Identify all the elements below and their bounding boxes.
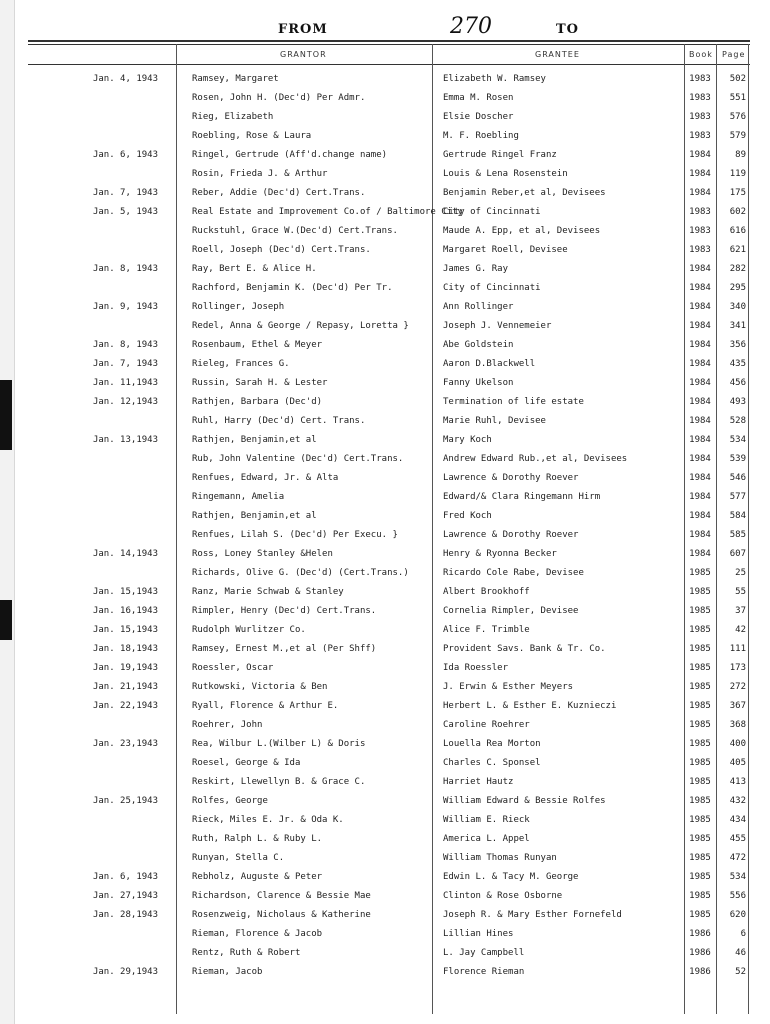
entry-date: Jan. 18,1943	[92, 644, 158, 654]
entry-grantor: Rathjen, Benjamin,et al	[192, 435, 317, 445]
entry-book: 1983	[689, 112, 711, 122]
entry-date: Jan. 12,1943	[92, 397, 158, 407]
entry-grantee: America L. Appel	[443, 834, 530, 844]
entry-grantor: Roebling, Rose & Laura	[192, 131, 312, 141]
entry-grantor: Reber, Addie (Dec'd) Cert.Trans.	[192, 188, 366, 198]
entry-page: 455	[729, 834, 746, 844]
entry-page: 367	[729, 701, 746, 711]
ledger-row	[0, 127, 770, 146]
entry-page: 502	[729, 74, 746, 84]
entry-book: 1984	[689, 359, 711, 369]
entry-grantor: Ruhl, Harry (Dec'd) Cert. Trans.	[192, 416, 366, 426]
entry-date: Jan. 23,1943	[92, 739, 158, 749]
entry-page: 37	[735, 606, 746, 616]
entry-date: Jan. 29,1943	[92, 967, 158, 977]
ledger-row	[0, 564, 770, 583]
entry-date: Jan. 4, 1943	[92, 74, 158, 84]
entry-date: Jan. 9, 1943	[92, 302, 158, 312]
ledger-row	[0, 602, 770, 621]
entry-page: 584	[729, 511, 746, 521]
entry-grantor: Rachford, Benjamin K. (Dec'd) Per Tr.	[192, 283, 393, 293]
entry-date: Jan. 14,1943	[92, 549, 158, 559]
entry-grantor: Roessler, Oscar	[192, 663, 274, 673]
entry-grantee: Alice F. Trimble	[443, 625, 530, 635]
ledger-row	[0, 944, 770, 963]
entry-book: 1985	[689, 796, 711, 806]
entry-book: 1983	[689, 93, 711, 103]
ledger-row	[0, 811, 770, 830]
entry-page: 55	[735, 587, 746, 597]
entry-grantee: Andrew Edward Rub.,et al, Devisees	[443, 454, 628, 464]
grantor-column-header: GRANTOR	[280, 50, 327, 59]
entry-page: 534	[729, 872, 746, 882]
entry-grantee: Florence Rieman	[443, 967, 525, 977]
entry-book: 1985	[689, 853, 711, 863]
ledger-row	[0, 298, 770, 317]
entry-date: Jan. 28,1943	[92, 910, 158, 920]
entry-page: 577	[729, 492, 746, 502]
entry-grantor: Rimpler, Henry (Dec'd) Cert.Trans.	[192, 606, 377, 616]
ledger-row	[0, 89, 770, 108]
entry-page: 89	[735, 150, 746, 160]
ledger-row	[0, 412, 770, 431]
entry-book: 1984	[689, 378, 711, 388]
ledger-row	[0, 849, 770, 868]
ledger-row	[0, 469, 770, 488]
entry-book: 1985	[689, 568, 711, 578]
entry-book: 1984	[689, 340, 711, 350]
ledger-row	[0, 222, 770, 241]
entry-book: 1984	[689, 473, 711, 483]
entry-grantor: Redel, Anna & George / Repasy, Loretta }	[192, 321, 409, 331]
ledger-row	[0, 621, 770, 640]
entry-page: 546	[729, 473, 746, 483]
entry-grantee: M. F. Roebling	[443, 131, 519, 141]
entry-grantee: Maude A. Epp, et al, Devisees	[443, 226, 601, 236]
header-rule-top	[28, 40, 750, 42]
entry-page: 607	[729, 549, 746, 559]
book-column-header: Book	[689, 50, 713, 59]
entry-grantor: Rebholz, Auguste & Peter	[192, 872, 323, 882]
entry-grantee: William Thomas Runyan	[443, 853, 557, 863]
entry-book: 1984	[689, 492, 711, 502]
ledger-row	[0, 583, 770, 602]
entry-grantor: Rieman, Jacob	[192, 967, 263, 977]
entry-grantor: Rathjen, Benjamin,et al	[192, 511, 317, 521]
entry-page: 272	[729, 682, 746, 692]
entry-page: 539	[729, 454, 746, 464]
entry-date: Jan. 21,1943	[92, 682, 158, 692]
entry-page: 42	[735, 625, 746, 635]
entry-grantee: William E. Rieck	[443, 815, 530, 825]
entry-date: Jan. 27,1943	[92, 891, 158, 901]
entry-book: 1984	[689, 530, 711, 540]
entry-page: 472	[729, 853, 746, 863]
entry-grantor: Richardson, Clarence & Bessie Mae	[192, 891, 371, 901]
entry-date: Jan. 5, 1943	[92, 207, 158, 217]
entry-page: 341	[729, 321, 746, 331]
header-page-number: 270	[450, 14, 492, 39]
entry-book: 1984	[689, 454, 711, 464]
entry-book: 1984	[689, 549, 711, 559]
entry-page: 6	[740, 929, 746, 939]
entry-grantee: Clinton & Rose Osborne	[443, 891, 563, 901]
entry-grantee: Gertrude Ringel Franz	[443, 150, 557, 160]
entry-grantee: Termination of life estate	[443, 397, 584, 407]
entry-grantor: Rosenbaum, Ethel & Meyer	[192, 340, 323, 350]
entry-grantor: Rutkowski, Victoria & Ben	[192, 682, 328, 692]
entry-page: 579	[729, 131, 746, 141]
entry-grantee: Joseph R. & Mary Esther Fornefeld	[443, 910, 622, 920]
entry-date: Jan. 6, 1943	[92, 150, 158, 160]
entry-grantee: L. Jay Campbell	[443, 948, 525, 958]
ledger-row	[0, 260, 770, 279]
entry-date: Jan. 8, 1943	[92, 264, 158, 274]
entry-page: 576	[729, 112, 746, 122]
ledger-row	[0, 70, 770, 89]
entry-page: 432	[729, 796, 746, 806]
entry-grantee: Ida Roessler	[443, 663, 509, 673]
ledger-row	[0, 431, 770, 450]
entry-grantor: Reskirt, Llewellyn B. & Grace C.	[192, 777, 366, 787]
entry-grantee: Lillian Hines	[443, 929, 514, 939]
entry-book: 1985	[689, 872, 711, 882]
ledger-row	[0, 488, 770, 507]
entry-page: 173	[729, 663, 746, 673]
header-from: FROM	[278, 22, 328, 37]
entry-grantor: Rieck, Miles E. Jr. & Oda K.	[192, 815, 344, 825]
entry-grantee: Benjamin Reber,et al, Devisees	[443, 188, 606, 198]
entry-grantor: Ray, Bert E. & Alice H.	[192, 264, 317, 274]
entry-page: 405	[729, 758, 746, 768]
entry-book: 1985	[689, 739, 711, 749]
entry-grantee: James G. Ray	[443, 264, 509, 274]
entry-book: 1985	[689, 682, 711, 692]
entry-book: 1984	[689, 435, 711, 445]
entry-grantor: Rathjen, Barbara (Dec'd)	[192, 397, 323, 407]
entry-book: 1985	[689, 606, 711, 616]
entry-grantee: Mary Koch	[443, 435, 492, 445]
entry-page: 456	[729, 378, 746, 388]
entry-grantee: Joseph J. Vennemeier	[443, 321, 552, 331]
entry-grantor: Ringel, Gertrude (Aff'd.change name)	[192, 150, 388, 160]
entry-grantor: Roesel, George & Ida	[192, 758, 301, 768]
entry-grantor: Rieg, Elizabeth	[192, 112, 274, 122]
entry-grantee: Louella Rea Morton	[443, 739, 541, 749]
entry-book: 1986	[689, 929, 711, 939]
entry-page: 368	[729, 720, 746, 730]
entry-book: 1984	[689, 397, 711, 407]
entry-grantor: Rolfes, George	[192, 796, 268, 806]
entry-grantee: Abe Goldstein	[443, 340, 514, 350]
ledger-row	[0, 659, 770, 678]
page-column-header: Page	[722, 50, 746, 59]
entry-book: 1983	[689, 245, 711, 255]
entry-grantee: Fanny Ukelson	[443, 378, 514, 388]
entry-book: 1983	[689, 207, 711, 217]
entry-grantee: Provident Savs. Bank & Tr. Co.	[443, 644, 606, 654]
ledger-row	[0, 906, 770, 925]
entry-page: 602	[729, 207, 746, 217]
entry-book: 1985	[689, 834, 711, 844]
entry-book: 1986	[689, 948, 711, 958]
entry-page: 585	[729, 530, 746, 540]
entry-page: 551	[729, 93, 746, 103]
ledger-row	[0, 792, 770, 811]
entry-page: 616	[729, 226, 746, 236]
ledger-row	[0, 773, 770, 792]
entry-page: 295	[729, 283, 746, 293]
ledger-row	[0, 526, 770, 545]
header-rule-bottom	[28, 64, 750, 65]
entry-grantor: Rosin, Frieda J. & Arthur	[192, 169, 328, 179]
entry-book: 1984	[689, 416, 711, 426]
entry-book: 1985	[689, 625, 711, 635]
entry-grantor: Roehrer, John	[192, 720, 263, 730]
ledger-row	[0, 545, 770, 564]
entry-grantee: Herbert L. & Esther E. Kuznieczi	[443, 701, 617, 711]
entry-grantee: Ricardo Cole Rabe, Devisee	[443, 568, 584, 578]
entry-page: 400	[729, 739, 746, 749]
entry-grantor: Rentz, Ruth & Robert	[192, 948, 301, 958]
entry-page: 621	[729, 245, 746, 255]
entry-grantor: Ringemann, Amelia	[192, 492, 285, 502]
header-rule-sub	[28, 44, 750, 45]
ledger-row	[0, 735, 770, 754]
ledger-row	[0, 697, 770, 716]
entry-grantee: Edward/& Clara Ringemann Hirm	[443, 492, 601, 502]
ledger-row	[0, 868, 770, 887]
entry-grantor: Richards, Olive G. (Dec'd) (Cert.Trans.)	[192, 568, 409, 578]
entry-grantee: Charles C. Sponsel	[443, 758, 541, 768]
entry-grantor: Rosenzweig, Nicholaus & Katherine	[192, 910, 371, 920]
entry-grantor: Ramsey, Margaret	[192, 74, 279, 84]
entry-grantor: Runyan, Stella C.	[192, 853, 285, 863]
grantee-column-header: GRANTEE	[535, 50, 580, 59]
entry-grantor: Russin, Sarah H. & Lester	[192, 378, 328, 388]
entry-date: Jan. 11,1943	[92, 378, 158, 388]
entry-grantee: Fred Koch	[443, 511, 492, 521]
entry-book: 1984	[689, 511, 711, 521]
entry-page: 25	[735, 568, 746, 578]
entry-page: 175	[729, 188, 746, 198]
entry-date: Jan. 22,1943	[92, 701, 158, 711]
ledger-row	[0, 241, 770, 260]
entry-page: 282	[729, 264, 746, 274]
ledger-row	[0, 716, 770, 735]
entry-book: 1985	[689, 644, 711, 654]
entry-grantee: Elizabeth W. Ramsey	[443, 74, 546, 84]
entry-grantee: Marie Ruhl, Devisee	[443, 416, 546, 426]
entry-date: Jan. 15,1943	[92, 625, 158, 635]
entry-grantor: Ranz, Marie Schwab & Stanley	[192, 587, 344, 597]
entry-grantee: City of Cincinnati	[443, 283, 541, 293]
entry-book: 1984	[689, 169, 711, 179]
entry-book: 1984	[689, 283, 711, 293]
entry-book: 1984	[689, 188, 711, 198]
entry-book: 1983	[689, 226, 711, 236]
entry-page: 413	[729, 777, 746, 787]
entry-date: Jan. 19,1943	[92, 663, 158, 673]
entry-book: 1985	[689, 663, 711, 673]
entry-book: 1985	[689, 720, 711, 730]
entry-grantor: Ruth, Ralph L. & Ruby L.	[192, 834, 323, 844]
entry-page: 340	[729, 302, 746, 312]
ledger-row	[0, 393, 770, 412]
entry-date: Jan. 16,1943	[92, 606, 158, 616]
entry-grantee: Lawrence & Dorothy Roever	[443, 473, 579, 483]
entry-date: Jan. 7, 1943	[92, 359, 158, 369]
entry-date: Jan. 6, 1943	[92, 872, 158, 882]
entry-grantee: Emma M. Rosen	[443, 93, 514, 103]
ledger-row	[0, 279, 770, 298]
entry-grantor: Ramsey, Ernest M.,et al (Per Shff)	[192, 644, 377, 654]
entry-book: 1984	[689, 150, 711, 160]
entry-grantee: Albert Brookhoff	[443, 587, 530, 597]
header-to: TO	[556, 22, 579, 37]
entry-book: 1985	[689, 701, 711, 711]
entry-book: 1985	[689, 587, 711, 597]
entry-date: Jan. 15,1943	[92, 587, 158, 597]
entry-book: 1983	[689, 131, 711, 141]
entry-book: 1985	[689, 758, 711, 768]
ledger-row	[0, 640, 770, 659]
entry-book: 1986	[689, 967, 711, 977]
entry-grantee: J. Erwin & Esther Meyers	[443, 682, 574, 692]
entry-date: Jan. 8, 1943	[92, 340, 158, 350]
entry-page: 620	[729, 910, 746, 920]
entry-book: 1984	[689, 264, 711, 274]
entry-date: Jan. 25,1943	[92, 796, 158, 806]
ledger-row	[0, 374, 770, 393]
ledger-row	[0, 108, 770, 127]
entry-grantor: Rudolph Wurlitzer Co.	[192, 625, 306, 635]
entry-grantee: Caroline Roehrer	[443, 720, 530, 730]
entry-book: 1984	[689, 321, 711, 331]
entry-date: Jan. 7, 1943	[92, 188, 158, 198]
ledger-row	[0, 184, 770, 203]
ledger-row	[0, 355, 770, 374]
entry-grantee: Ann Rollinger	[443, 302, 514, 312]
ledger-row	[0, 830, 770, 849]
entry-grantor: Rieleg, Frances G.	[192, 359, 290, 369]
entry-book: 1984	[689, 302, 711, 312]
entry-page: 435	[729, 359, 746, 369]
ledger-rows	[0, 70, 770, 982]
entry-book: 1985	[689, 891, 711, 901]
entry-book: 1985	[689, 910, 711, 920]
entry-grantee: Margaret Roell, Devisee	[443, 245, 568, 255]
entry-page: 528	[729, 416, 746, 426]
entry-grantee: Harriet Hautz	[443, 777, 514, 787]
entry-book: 1985	[689, 815, 711, 825]
ledger-row	[0, 450, 770, 469]
ledger-row	[0, 887, 770, 906]
entry-grantor: Ross, Loney Stanley &Helen	[192, 549, 333, 559]
ledger-row	[0, 925, 770, 944]
entry-grantor: Ruckstuhl, Grace W.(Dec'd) Cert.Trans.	[192, 226, 398, 236]
entry-page: 111	[729, 644, 746, 654]
entry-grantee: Louis & Lena Rosenstein	[443, 169, 568, 179]
entry-page: 534	[729, 435, 746, 445]
entry-grantor: Rub, John Valentine (Dec'd) Cert.Trans.	[192, 454, 404, 464]
entry-grantee: Cornelia Rimpler, Devisee	[443, 606, 579, 616]
entry-page: 493	[729, 397, 746, 407]
entry-grantee: Elsie Doscher	[443, 112, 514, 122]
entry-grantor: Rieman, Florence & Jacob	[192, 929, 323, 939]
entry-grantee: Lawrence & Dorothy Roever	[443, 530, 579, 540]
entry-page: 356	[729, 340, 746, 350]
entry-grantor: Rollinger, Joseph	[192, 302, 285, 312]
ledger-row	[0, 754, 770, 773]
ledger-row	[0, 963, 770, 982]
entry-grantor: Ryall, Florence & Arthur E.	[192, 701, 339, 711]
entry-grantor: Real Estate and Improvement Co.of / Baltimore City	[192, 207, 463, 217]
ledger-row	[0, 336, 770, 355]
entry-page: 46	[735, 948, 746, 958]
entry-page: 119	[729, 169, 746, 179]
entry-grantee: Aaron D.Blackwell	[443, 359, 536, 369]
entry-page: 434	[729, 815, 746, 825]
entry-grantor: Renfues, Lilah S. (Dec'd) Per Execu. }	[192, 530, 398, 540]
entry-grantee: William Edward & Bessie Rolfes	[443, 796, 606, 806]
ledger-row	[0, 678, 770, 697]
entry-grantor: Renfues, Edward, Jr. & Alta	[192, 473, 339, 483]
entry-grantor: Rea, Wilbur L.(Wilber L) & Doris	[192, 739, 366, 749]
entry-grantor: Roell, Joseph (Dec'd) Cert.Trans.	[192, 245, 371, 255]
entry-grantee: Edwin L. & Tacy M. George	[443, 872, 579, 882]
entry-date: Jan. 13,1943	[92, 435, 158, 445]
entry-book: 1985	[689, 777, 711, 787]
entry-book: 1983	[689, 74, 711, 84]
entry-page: 556	[729, 891, 746, 901]
ledger-row	[0, 507, 770, 526]
entry-grantor: Rosen, John H. (Dec'd) Per Admr.	[192, 93, 366, 103]
ledger-row	[0, 165, 770, 184]
ledger-row	[0, 146, 770, 165]
entry-grantee: Henry & Ryonna Becker	[443, 549, 557, 559]
entry-page: 52	[735, 967, 746, 977]
ledger-row	[0, 317, 770, 336]
entry-grantee: City of Cincinnati	[443, 207, 541, 217]
ledger-row	[0, 203, 770, 222]
